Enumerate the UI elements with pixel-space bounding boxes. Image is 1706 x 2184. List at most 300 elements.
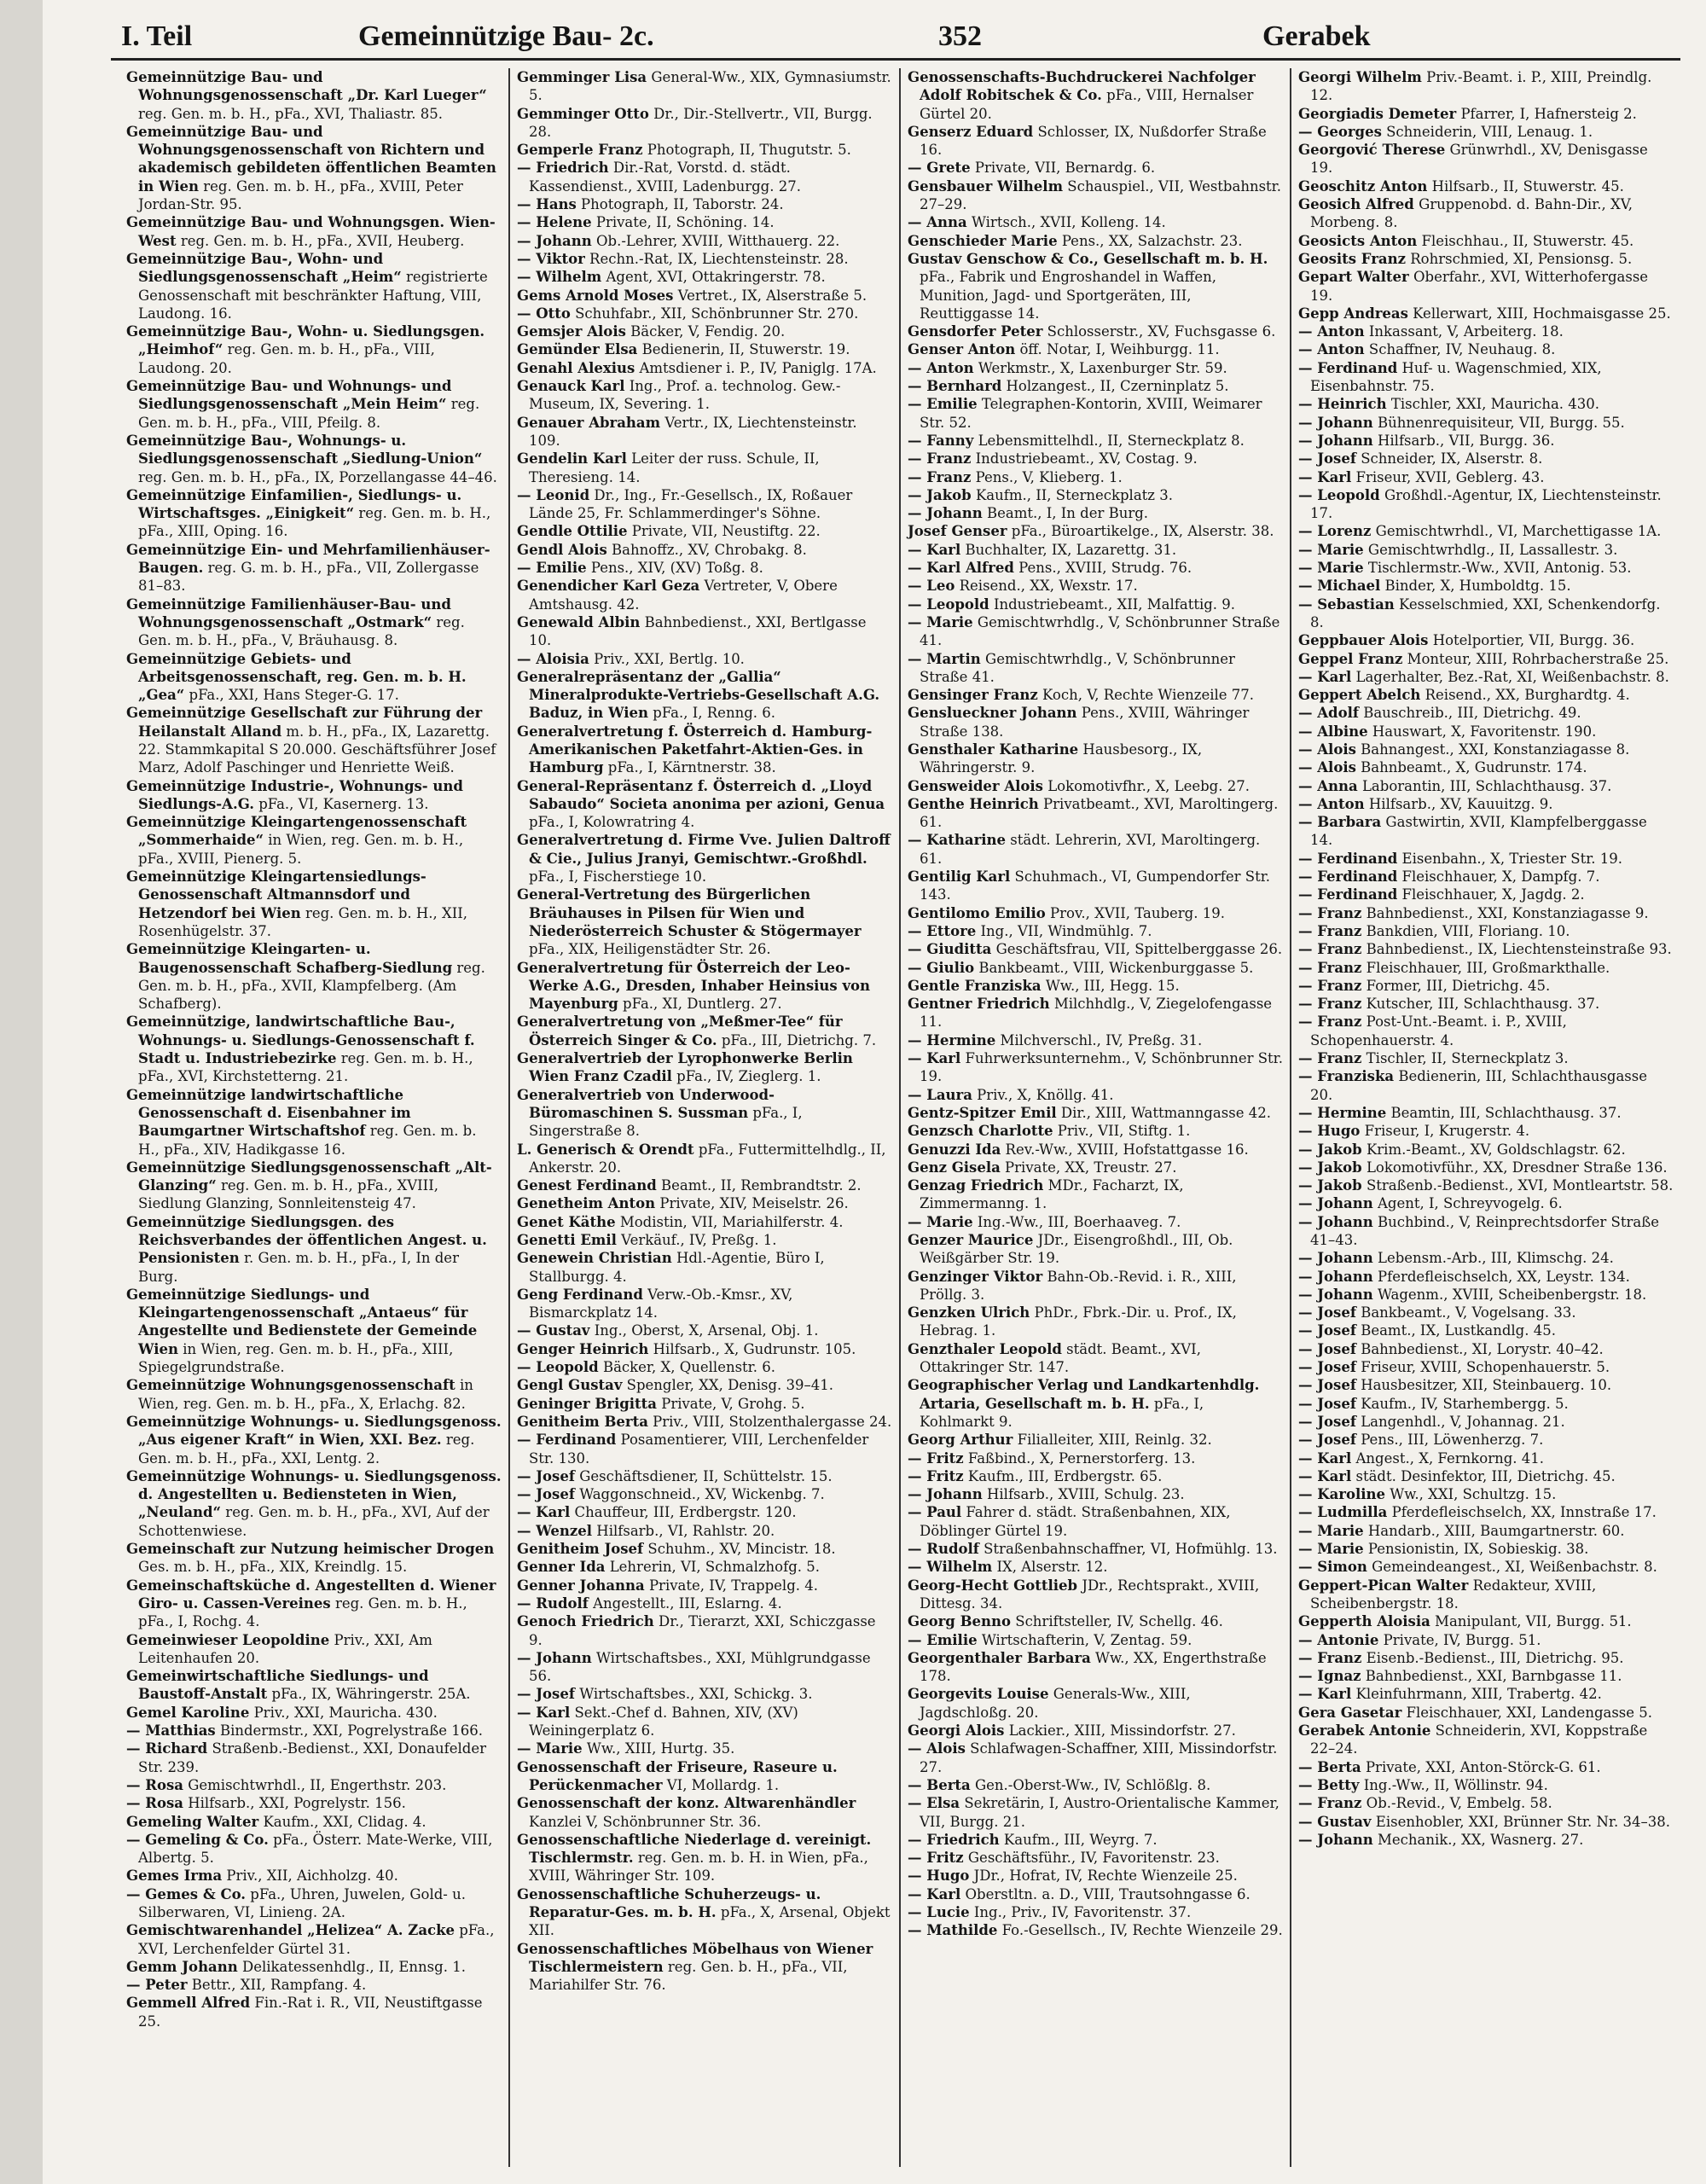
entry-details: Pfarrer, I, Hafnersteig 2.: [1456, 105, 1637, 122]
entry-details: Post-Unt.-Beamt. i. P., XVIII, Schopenhauerstr. 4.: [1310, 1014, 1567, 1048]
directory-entry: [126, 322, 502, 377]
entry-details: reg. Gen. m. b. H., pFa., XVI, Thaliastr. 85.: [138, 105, 443, 122]
directory-entry: [908, 1031, 1283, 1049]
entry-name: — Karl Alfred: [908, 560, 1014, 577]
directory-entry: [126, 1667, 502, 1704]
directory-entry: [1298, 1667, 1674, 1685]
directory-entry: [517, 1685, 892, 1703]
directory-entry: [1298, 1831, 1674, 1849]
entry-name: — Franz: [1298, 996, 1362, 1013]
directory-entry: [1298, 922, 1674, 940]
directory-entry: [1298, 1141, 1674, 1159]
directory-entry: [517, 650, 892, 668]
directory-entry: [908, 777, 1283, 795]
directory-entry: [126, 1813, 502, 1831]
entry-details: Lokomotivfhr., X, Leebg. 27.: [1042, 777, 1250, 794]
entry-name: — Josef: [1298, 1432, 1356, 1449]
directory-entry: [126, 68, 502, 123]
entry-name: — Marie: [1298, 560, 1364, 577]
entry-name: Genner Ida: [517, 1559, 606, 1576]
directory-entry: [1298, 1286, 1674, 1304]
directory-entry: [908, 995, 1283, 1031]
entry-details: Ing., Priv., IV, Favoritenstr. 37.: [969, 1903, 1192, 1920]
entry-details: Hausbesorg., IX, Währingerstr. 9.: [920, 741, 1203, 776]
entry-details: Grünwrhdl., XV, Denisgasse 19.: [1310, 142, 1648, 177]
entry-name: Gemeinnützige Bau- und Wohnungsgenossenschaft „Dr. Karl Lueger“: [126, 69, 487, 104]
directory-entry: [1298, 995, 1674, 1013]
directory-entry: [126, 250, 502, 322]
entry-name: — Karl: [1298, 1686, 1352, 1703]
directory-entry: [517, 105, 892, 142]
entry-name: — Karl: [908, 1885, 961, 1902]
entry-name: — Franz: [908, 450, 972, 468]
entry-details: Vertreter, V, Obere Amtshausg. 42.: [529, 578, 838, 613]
directory-entry: [517, 613, 892, 650]
entry-name: — Karl: [1298, 1467, 1352, 1484]
entry-details: Bedienerin, II, Stuwerstr. 19.: [637, 341, 850, 358]
entry-name: — Karl: [1298, 468, 1352, 485]
entry-details: Dr., Tierarzt, XXI, Schiczgasse 9.: [529, 1613, 876, 1648]
entry-name: — Josef: [517, 1686, 575, 1703]
entry-name: Gemeinnützige Bau-, Wohnungs- u. Siedlungsgenossenschaft „Siedlung-Union“: [126, 432, 483, 468]
entry-name: Gemeinwirtschaftliche Siedlungs- und Baustoff-Anstalt: [126, 1668, 429, 1703]
directory-entry: [517, 668, 892, 723]
entry-details: Straßenb.-Bedienst., XXI, Donaufelder Str. 239.: [138, 1740, 486, 1775]
entry-name: — Marie: [1298, 1522, 1364, 1539]
directory-entry: [1298, 1013, 1674, 1049]
entry-name: Gemeinnützige Kleingartensiedlungs-Genossenschaft Altmannsdorf und Hetzendorf bei Wien: [126, 868, 426, 921]
entry-details: pFa., I, Kohlmarkt 9.: [920, 1395, 1204, 1430]
entry-name: Genossenschafts-Buchdruckerei Nachfolger Adolf Robitschek & Co.: [908, 69, 1256, 104]
directory-entry: [517, 1358, 892, 1376]
entry-details: in Wien, reg. Gen. m. b. H., pFa., X, Erlachg. 82.: [138, 1377, 473, 1412]
directory-entry: [1298, 795, 1674, 813]
directory-entry: [908, 1104, 1283, 1122]
entry-name: — Hermine: [908, 1031, 996, 1048]
entry-details: reg. Gen. m. b. H., pFa., VIII, Laudong. 20.: [138, 341, 435, 376]
entry-details: Ing.-Ww., II, Wöllinstr. 94.: [1359, 1776, 1548, 1793]
entry-name: Genauer Abraham: [517, 414, 661, 431]
directory-entry: [517, 831, 892, 886]
entry-details: pFa., XXI, Hans Steger-G. 17.: [184, 687, 399, 704]
entry-details: Kleinfuhrmann, XIII, Trabertg. 42.: [1351, 1686, 1602, 1703]
entry-name: Georg Benno: [908, 1613, 1012, 1630]
directory-entry: [517, 414, 892, 450]
entry-name: Gendl Alois: [517, 541, 607, 558]
entry-details: Beamt., I, In der Burg.: [982, 505, 1149, 522]
entry-name: — Fritz: [908, 1467, 964, 1484]
entry-details: pFa., Büroartikelge., IX, Alserstr. 38.: [1007, 523, 1274, 540]
entry-details: Bahnbedienst., XXI, Konstanziagasse 9.: [1361, 904, 1649, 921]
entry-details: JDr., Rechtsprakt., XVIII, Dittesg. 34.: [920, 1577, 1260, 1612]
entry-details: Geschäftsführ., IV, Favoritenstr. 23.: [963, 1850, 1220, 1867]
entry-details: Faßbind., X, Pernerstorferg. 13.: [963, 1449, 1196, 1467]
entry-details: Geschäftsfrau, VII, Spittelberggasse 26.: [991, 941, 1283, 958]
entry-details: reg. Gen. b. H., pFa., VII, Mariahilfer Str. 76.: [529, 1958, 848, 1994]
entry-details: öff. Notar, I, Weihburgg. 11.: [1015, 341, 1220, 358]
entry-name: — Ignaz: [1298, 1668, 1361, 1685]
entry-details: Gastwirtin, XVII, Klampfelberggasse 14.: [1310, 814, 1647, 849]
entry-name: — Fritz: [908, 1850, 964, 1867]
directory-entry: [1298, 686, 1674, 704]
entry-details: Beamt., II, Rembrandtstr. 2.: [656, 1177, 862, 1194]
entry-name: Genthe Heinrich: [908, 795, 1039, 812]
entry-details: Fahrer d. städt. Straßenbahnen, XIX, Döblinger Gürtel 19.: [920, 1504, 1231, 1539]
directory-entry: [517, 159, 892, 195]
entry-details: Beamt., IX, Lustkandlg. 45.: [1355, 1322, 1556, 1339]
entry-name: — Ferdinand: [1298, 868, 1398, 886]
directory-entry: [908, 1631, 1283, 1649]
entry-details: Private, VII, Neustiftg. 22.: [627, 523, 821, 540]
directory-entry: [1298, 141, 1674, 177]
entry-details: reg. Gen. m. b. H., pFa., XVIII, Peter Jordan-Str. 95.: [138, 177, 463, 213]
entry-details: Bahnbeamt., X, Gudrunstr. 174.: [1355, 759, 1587, 776]
entry-name: Gustav Genschow & Co., Gesellschaft m. b. H.: [908, 250, 1268, 267]
directory-entry: [908, 395, 1283, 432]
entry-details: Photograph, II, Thugutstr. 5.: [642, 142, 851, 159]
entry-details: Priv., X, Knöllg. 41.: [972, 1086, 1114, 1103]
entry-details: Gemeindeangest., XI, Weißenbachstr. 8.: [1367, 1559, 1657, 1576]
entry-details: Schuhmach., VI, Gumpendorfer Str. 143.: [920, 868, 1271, 903]
entry-name: Gepart Walter: [1298, 269, 1409, 286]
entry-name: Genschieder Marie: [908, 232, 1058, 249]
entry-name: Gemeinnützige Bau- und Wohnungsgenossenschaft von Richtern und akademisch gebildeten öffentlichen Beamten in Wien: [126, 123, 496, 195]
entry-details: Private, XIV, Meiselstr. 26.: [655, 1195, 849, 1212]
entry-details: Hilfsarb., II, Stuwerstr. 45.: [1427, 177, 1624, 195]
directory-entry: [1298, 432, 1674, 450]
entry-name: Josef Genser: [908, 523, 1007, 540]
entry-name: Gemeinnützige Bau- und Wohnungsgen. Wien-West: [126, 214, 496, 249]
entry-name: — Johann: [908, 1486, 983, 1503]
entry-details: Priv., XXI, Bertlg. 10.: [589, 650, 745, 667]
entry-details: Straßenbahnschaffner, VI, Hofmühlg. 13.: [978, 1541, 1278, 1558]
directory-entry: [517, 450, 892, 486]
entry-details: Bahnbedienst., IX, Liechtensteinstraße 93.: [1361, 941, 1672, 958]
entry-details: registrierte Genossenschaft mit beschränkter Haftung, VIII, Laudong. 16.: [138, 269, 488, 322]
directory-entry: [908, 486, 1283, 504]
directory-entry: [1298, 868, 1674, 886]
entry-name: — Emilie: [908, 1631, 978, 1648]
entry-name: Genendicher Karl Geza: [517, 578, 700, 595]
entry-details: Hilfsarb., VI, Rahlstr. 20.: [592, 1522, 775, 1539]
entry-details: reg. Gen. m. b. H., pFa., XVI, Auf der Schottenwiese.: [138, 1504, 490, 1539]
page-title: Gemeinnützige Bau- 2c.: [358, 20, 654, 52]
directory-entry: [1298, 1449, 1674, 1467]
directory-entry: [1298, 250, 1674, 268]
directory-entry: [1298, 1340, 1674, 1358]
entry-details: Straßenb.-Bedienst., XVI, Montleartstr. 58.: [1361, 1177, 1674, 1194]
directory-entry: [1298, 1649, 1674, 1667]
entry-name: Gemmell Alfred: [126, 1995, 251, 2012]
entry-details: Kaufm., II, Sterneckplatz 3.: [971, 486, 1173, 503]
entry-name: — Johann: [1298, 1831, 1373, 1848]
entry-name: Genzer Maurice: [908, 1232, 1034, 1248]
entry-name: — Karl: [908, 541, 961, 558]
entry-name: Genzken Ulrich: [908, 1304, 1030, 1321]
entry-details: Bahnangest., XXI, Konstanziagasse 8.: [1355, 741, 1630, 758]
entry-details: pFa., VI, Kasernerg. 13.: [253, 795, 429, 812]
entry-details: Bauschreib., III, Dietrichg. 49.: [1358, 705, 1581, 722]
directory-entry: [517, 1049, 892, 1086]
entry-name: — Josef: [1298, 450, 1356, 468]
directory-entry: [1298, 1358, 1674, 1376]
entry-name: Genauck Karl: [517, 378, 625, 395]
entry-name: — Rosa: [126, 1795, 183, 1812]
directory-entry: [1298, 1122, 1674, 1140]
entry-name: — Franz: [1298, 941, 1362, 958]
entry-name: Gensdorfer Peter: [908, 323, 1043, 340]
entry-name: Georgiadis Demeter: [1298, 105, 1457, 122]
entry-name: — Johann: [1298, 1268, 1373, 1285]
entry-details: Schneiderin, VIII, Lenaug. 1.: [1381, 123, 1593, 140]
entry-name: — Josef: [1298, 1359, 1356, 1376]
entry-name: Gemminger Lisa: [517, 69, 647, 85]
directory-entry: [908, 1141, 1283, 1159]
entry-details: reg. Gen. m. b. H., pFa., VIII, Pfeilg. 8.: [138, 396, 480, 431]
directory-entry: [126, 213, 502, 250]
entry-name: — Josef: [1298, 1413, 1356, 1430]
entry-details: Ges. m. b. H., pFa., XIX, Kreindlg. 15.: [138, 1559, 408, 1576]
directory-entry: [517, 287, 892, 305]
entry-name: Genossenschaftliche Schuherzeugs- u. Reparatur-Ges. m. b. H.: [517, 1885, 821, 1920]
directory-entry: [126, 868, 502, 940]
entry-name: — Hugo: [908, 1867, 970, 1885]
directory-entry: [908, 704, 1283, 741]
entry-name: Geoschitz Anton: [1298, 177, 1428, 195]
entry-details: Private, V, Grohg. 5.: [656, 1395, 805, 1412]
directory-entry: [126, 1086, 502, 1159]
entry-name: — Franz: [1298, 922, 1362, 939]
entry-name: — Johann: [1298, 432, 1373, 449]
entry-name: Georgevits Louise: [908, 1686, 1049, 1703]
entry-details: Ww., XX, Engerthstraße 178.: [920, 1649, 1267, 1685]
entry-details: Bankbeamt., V, Vogelsang. 33.: [1355, 1304, 1576, 1321]
entry-details: Wirtschaftsbes., XXI, Schickg. 3.: [574, 1686, 813, 1703]
entry-name: — Rudolf: [908, 1541, 979, 1558]
entry-name: — Ferdinand: [1298, 886, 1398, 903]
entry-name: — Alois: [1298, 759, 1356, 776]
entry-name: Genzag Friedrich: [908, 1177, 1044, 1194]
entry-name: Genger Heinrich: [517, 1340, 649, 1357]
entry-name: — Anton: [1298, 323, 1365, 340]
directory-entry: [1298, 959, 1674, 977]
entry-details: Reisend., XX, Burghardtg. 4.: [1420, 687, 1630, 704]
entry-name: Gemeinnützige Ein- und Mehrfamilienhäuser-Baugen.: [126, 541, 490, 577]
entry-name: Gendle Ottilie: [517, 523, 628, 540]
entry-details: Fuhrwerksunternehm., V, Schönbrunner Str. 19.: [920, 1050, 1283, 1085]
directory-entry: [126, 1213, 502, 1286]
entry-details: Gemischtwrhdl., VI, Marchettigasse 1A.: [1371, 523, 1662, 540]
entry-details: Reisend., XX, Wexstr. 17.: [955, 578, 1138, 595]
entry-name: — Giulio: [908, 959, 975, 976]
entry-name: — Johann: [1298, 414, 1373, 431]
entry-details: Oberfahr., XVI, Witterhofergasse 19.: [1310, 269, 1649, 304]
entry-name: — Johann: [1298, 1286, 1373, 1303]
entry-details: Priv., XXI, Mauricha. 430.: [249, 1704, 438, 1721]
directory-entry: [126, 1540, 502, 1577]
entry-details: Kesselschmied, XXI, Schenkendorfg. 8.: [1310, 595, 1661, 630]
entry-details: Angest., X, Fernkorng. 41.: [1351, 1449, 1544, 1467]
directory-entry: [908, 1649, 1283, 1686]
directory-entry: [1298, 741, 1674, 758]
entry-details: Rohrschmied, XI, Pensionsg. 5.: [1405, 250, 1633, 267]
entry-name: — Leonid: [517, 486, 590, 503]
directory-entry: [126, 377, 502, 432]
entry-details: pFa., III, Dietrichg. 7.: [717, 1031, 877, 1048]
entry-details: Hausbesitzer, XII, Steinbauerg. 10.: [1355, 1377, 1612, 1394]
entry-name: — Rudolf: [517, 1594, 589, 1612]
entry-details: Lehrerin, VI, Schmalzhofg. 5.: [605, 1559, 821, 1576]
directory-entry: [908, 1122, 1283, 1140]
entry-name: Gemeinnützige Kleingartengenossenschaft „Sommerhaide“: [126, 814, 467, 849]
entry-name: Gensbauer Wilhelm: [908, 177, 1064, 195]
entry-details: Lagerhalter, Bez.-Rat, XI, Weißenbachstr. 8.: [1351, 668, 1669, 685]
entry-details: Waggonschneid., XV, Wickenbg. 7.: [574, 1486, 825, 1503]
entry-details: Wirtschaftsbes., XXI, Mühlgrundgasse 56.: [529, 1649, 871, 1685]
directory-entry: [1298, 1067, 1674, 1104]
directory-entry: [517, 1540, 892, 1558]
directory-entry: [908, 1086, 1283, 1104]
entry-details: Hilfsarb., VII, Burgg. 36.: [1372, 432, 1555, 449]
directory-entry: [1298, 541, 1674, 559]
entry-name: — Karoline: [1298, 1486, 1386, 1503]
directory-entry: [126, 1921, 502, 1958]
directory-entry: [908, 795, 1283, 832]
entry-name: Gemeinnützige Einfamilien-, Siedlungs- u. Wirtschaftsges. „Einigkeit“: [126, 486, 462, 522]
entry-name: — Grete: [908, 160, 971, 177]
entry-details: pFa., I, Singerstraße 8.: [529, 1104, 803, 1140]
directory-entry: [1298, 704, 1674, 722]
entry-name: Genner Johanna: [517, 1577, 645, 1594]
directory-entry: [1298, 1049, 1674, 1067]
entry-details: Kaufm., IV, Starhembergg. 5.: [1355, 1395, 1569, 1412]
entry-name: — Johann: [517, 232, 592, 249]
entry-details: Bahnbedienst., XXI, Bertlgasse 10.: [529, 613, 867, 649]
entry-name: Gemeinnützige Siedlungsgenossenschaft „Alt-Glanzing“: [126, 1159, 492, 1194]
entry-details: Bettr., XII, Rampfang. 4.: [187, 1977, 367, 1994]
entry-details: Redakteur, XVIII, Scheibenbergstr. 18.: [1310, 1577, 1597, 1612]
entry-name: — Sebastian: [1298, 595, 1395, 613]
entry-details: in Wien, reg. Gen. m. b. H., pFa., XVIII, Pienerg. 5.: [138, 832, 464, 867]
directory-entry: [908, 68, 1283, 123]
directory-entry: [1298, 1813, 1674, 1831]
entry-name: — Fanny: [908, 432, 974, 449]
entry-details: pFa., I, Kärntnerstr. 38.: [603, 759, 776, 776]
directory-entry: [517, 1340, 892, 1358]
entry-details: pFa., XI, Duntlerg. 27.: [618, 996, 782, 1013]
entry-details: Agent, XVI, Ottakringerstr. 78.: [601, 269, 826, 286]
entry-name: — Giuditta: [908, 941, 992, 958]
entry-name: Genetti Emil: [517, 1232, 617, 1248]
directory-entry: [1298, 1304, 1674, 1321]
entry-details: pFa., Österr. Mate-Werke, VIII, Albertg. 5.: [138, 1831, 493, 1867]
entry-details: Kaufm., XXI, Clidag. 4.: [258, 1813, 426, 1830]
directory-entry: [908, 1903, 1283, 1921]
directory-entry: [517, 1467, 892, 1485]
entry-details: reg. Gen. m. b. H., pFa., XXI, Lentg. 2.: [138, 1432, 475, 1467]
directory-entry: [908, 340, 1283, 358]
directory-entry: [908, 250, 1283, 322]
entry-details: Priv., XXI, Am Leitenhaufen 20.: [138, 1631, 432, 1666]
entry-details: Schaffner, IV, Neuhaug. 8.: [1364, 341, 1556, 358]
entry-name: Genuzzi Ida: [908, 1141, 1001, 1158]
entry-details: Pferdefleischselch, XX, Leystr. 134.: [1372, 1268, 1630, 1285]
directory-entry: [126, 940, 502, 1013]
directory-entry: [908, 741, 1283, 777]
directory-entry: [517, 1758, 892, 1795]
entry-details: reg. Gen. m. b. H., pFa., XIII, Oping. 16.: [138, 505, 491, 540]
entry-details: Hauswart, X, Favoritenstr. 190.: [1367, 723, 1597, 740]
entry-details: Dr., Ing., Fr.-Gesellsch., IX, Roßauer Lände 25, Fr. Schlammerdinger's Söhne.: [529, 486, 853, 522]
entry-name: — Marie: [908, 613, 973, 630]
entry-details: Ing., VII, Windmühlg. 7.: [976, 922, 1152, 939]
entry-details: Kanzlei V, Schönbrunner Str. 36.: [529, 1813, 762, 1830]
directory-columns: [119, 68, 1680, 2167]
directory-entry: [1298, 850, 1674, 868]
entry-name: — Karl: [517, 1704, 571, 1721]
entry-name: Gepperth Aloisia: [1298, 1613, 1430, 1630]
directory-entry: [1298, 650, 1674, 668]
entry-name: — Franz: [908, 468, 972, 485]
entry-details: Schriftsteller, IV, Schellg. 46.: [1011, 1613, 1223, 1630]
directory-entry: [1298, 1376, 1674, 1394]
directory-entry: [1298, 577, 1674, 595]
entry-name: Genoch Friedrich: [517, 1613, 654, 1630]
entry-details: Private, IV, Burgg. 51.: [1378, 1631, 1541, 1648]
entry-details: Ww., XIII, Hurtg. 35.: [582, 1740, 735, 1757]
entry-name: Gensweider Alois: [908, 777, 1043, 794]
entry-name: Gentle Franziska: [908, 977, 1042, 994]
directory-entry: [1298, 1159, 1674, 1176]
directory-entry: [126, 1577, 502, 1631]
entry-name: Genossenschaftliches Möbelhaus von Wiener Tischlermeistern: [517, 1940, 873, 1975]
entry-details: Industriebeamt., XV, Costag. 9.: [971, 450, 1198, 468]
entry-name: Gemperle Franz: [517, 142, 643, 159]
entry-name: Gemeinnützige Kleingarten- u. Baugenossenschaft Schafberg-Siedlung: [126, 941, 453, 976]
entry-details: Fleischhauer, III, Großmarkthalle.: [1361, 959, 1610, 976]
directory-entry: [1298, 1540, 1674, 1558]
entry-details: Bahnbedienst., XXI, Barnbgasse 11.: [1361, 1668, 1622, 1685]
directory-entry: [908, 1885, 1283, 1903]
entry-details: reg. Gen. m. b. H., pFa., V, Bräuhausg. 8.: [138, 613, 465, 649]
entry-name: — Ludmilla: [1298, 1504, 1388, 1521]
entry-name: — Franz: [1298, 1795, 1362, 1812]
entry-name: — Matthias: [126, 1722, 216, 1740]
entry-name: Genzinger Viktor: [908, 1268, 1043, 1285]
entry-details: reg. Gen. m. b. H., pFa., I, Rochg. 4.: [138, 1594, 467, 1630]
entry-name: — Fritz: [908, 1449, 964, 1467]
entry-details: Tischlermstr.-Ww., XVII, Antonig. 53.: [1363, 560, 1632, 577]
directory-entry: [908, 1776, 1283, 1794]
directory-entry: [517, 1594, 892, 1612]
directory-entry: [1298, 1431, 1674, 1449]
directory-entry: [517, 1503, 892, 1521]
entry-name: — Barbara: [1298, 814, 1382, 831]
directory-entry: [1298, 359, 1674, 396]
entry-name: Genahl Alexius: [517, 359, 635, 376]
entry-name: — Leopold: [517, 1359, 599, 1376]
entry-name: — Anna: [908, 214, 967, 231]
directory-entry: [1298, 1321, 1674, 1339]
entry-name: — Karl: [1298, 668, 1352, 685]
directory-entry: [1298, 268, 1674, 305]
directory-entry: [1298, 305, 1674, 322]
entry-name: Gemeinnützige Industrie-, Wohnungs- und Siedlungs-A.G.: [126, 777, 463, 812]
entry-name: Genossenschaft der Friseure, Raseure u. Perückenmacher: [517, 1758, 838, 1793]
directory-entry: [1298, 1485, 1674, 1503]
entry-details: Pferdefleischselch, XX, Innstraße 17.: [1387, 1504, 1657, 1521]
entry-details: Schneider, IX, Alserstr. 8.: [1355, 450, 1543, 468]
